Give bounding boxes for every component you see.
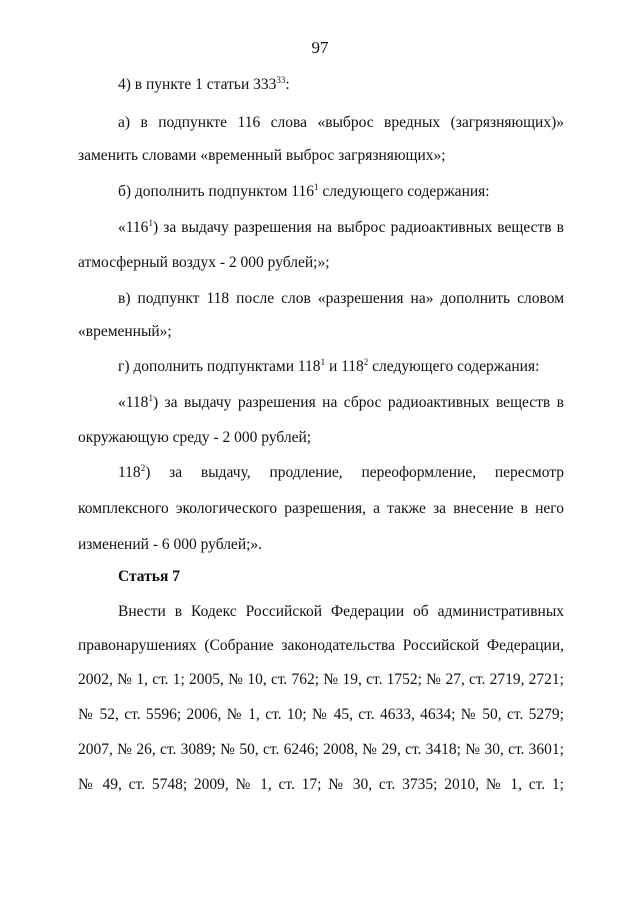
text-line — [118, 75, 564, 95]
text-line — [118, 393, 564, 413]
text-line: комплексного экологического разрешения, а также за внесение в него — [78, 500, 564, 517]
text-segment: б) дополнить подпунктом 116 — [118, 183, 314, 200]
text-segment: ) за выдачу, продление, переоформление, пересмотр — [145, 464, 564, 481]
superscript: 2 — [363, 357, 369, 367]
text-line: 2002, № 1, ст. 1; 2005, № 10, ст. 762; № 19, ст. 1752; № 27, ст. 2719, 2721; — [78, 671, 564, 688]
text-line: изменений - 6 000 рублей;». — [78, 536, 263, 553]
text-line — [118, 218, 564, 238]
superscript: 1 — [313, 182, 319, 192]
text-segment: : — [285, 76, 290, 93]
heading-text: Статья 7 — [118, 568, 180, 585]
text-line: а) в подпункте 116 слова «выброс вредных (загрязняющих)» — [118, 114, 564, 131]
superscript: 1 — [320, 357, 326, 367]
text-segment: 4) в пункте 1 статьи 333 — [118, 76, 277, 93]
text-line: 2007, № 26, ст. 3089; № 50, ст. 6246; 2008, № 29, ст. 3418; № 30, ст. 3601; — [78, 741, 564, 758]
text-line — [118, 357, 564, 377]
text-line: в) подпункт 118 после слов «разрешения на» дополнить словом — [118, 290, 564, 307]
text-segment: 118 — [118, 464, 141, 481]
text-segment: «118 — [118, 394, 149, 411]
page-number: 97 — [311, 38, 329, 57]
text-line: «временный»; — [78, 323, 172, 340]
text-line — [118, 463, 564, 483]
superscript: 1 — [148, 218, 153, 228]
text-segment: следующего содержания: — [368, 358, 540, 375]
text-line: заменить словами «временный выброс загрязняющих»; — [78, 147, 446, 164]
text-segment: и 118 — [325, 358, 364, 375]
superscript: 2 — [140, 463, 146, 473]
text-segment: ) за выдачу разрешения на выброс радиоактивных веществ в — [152, 219, 564, 236]
text-segment: «116 — [118, 219, 149, 236]
text-line: правонарушениях (Собрание законодательства Российской Федерации, — [78, 637, 564, 654]
superscript: 33 — [276, 75, 286, 85]
superscript: 1 — [148, 393, 153, 403]
article-heading — [118, 567, 564, 587]
text-segment: ) за выдачу разрешения на сброс радиоактивных веществ в — [152, 394, 564, 411]
text-segment: г) дополнить подпунктами 118 — [118, 358, 321, 375]
text-line: окружающую среду - 2 000 рублей; — [78, 429, 312, 446]
text-line: Внести в Кодекс Российской Федерации об административных — [118, 603, 564, 620]
text-line: № 52, ст. 5596; 2006, № 1, ст. 10; № 45, ст. 4633, 4634; № 50, ст. 5279; — [78, 706, 564, 723]
text-segment: следующего содержания: — [318, 183, 490, 200]
text-line — [118, 182, 564, 202]
text-line: атмосферный воздух - 2 000 рублей;»; — [78, 254, 330, 271]
text-line: № 49, ст. 5748; 2009, № 1, ст. 17; № 30, ст. 3735; 2010, № 1, ст. 1; — [78, 776, 564, 793]
